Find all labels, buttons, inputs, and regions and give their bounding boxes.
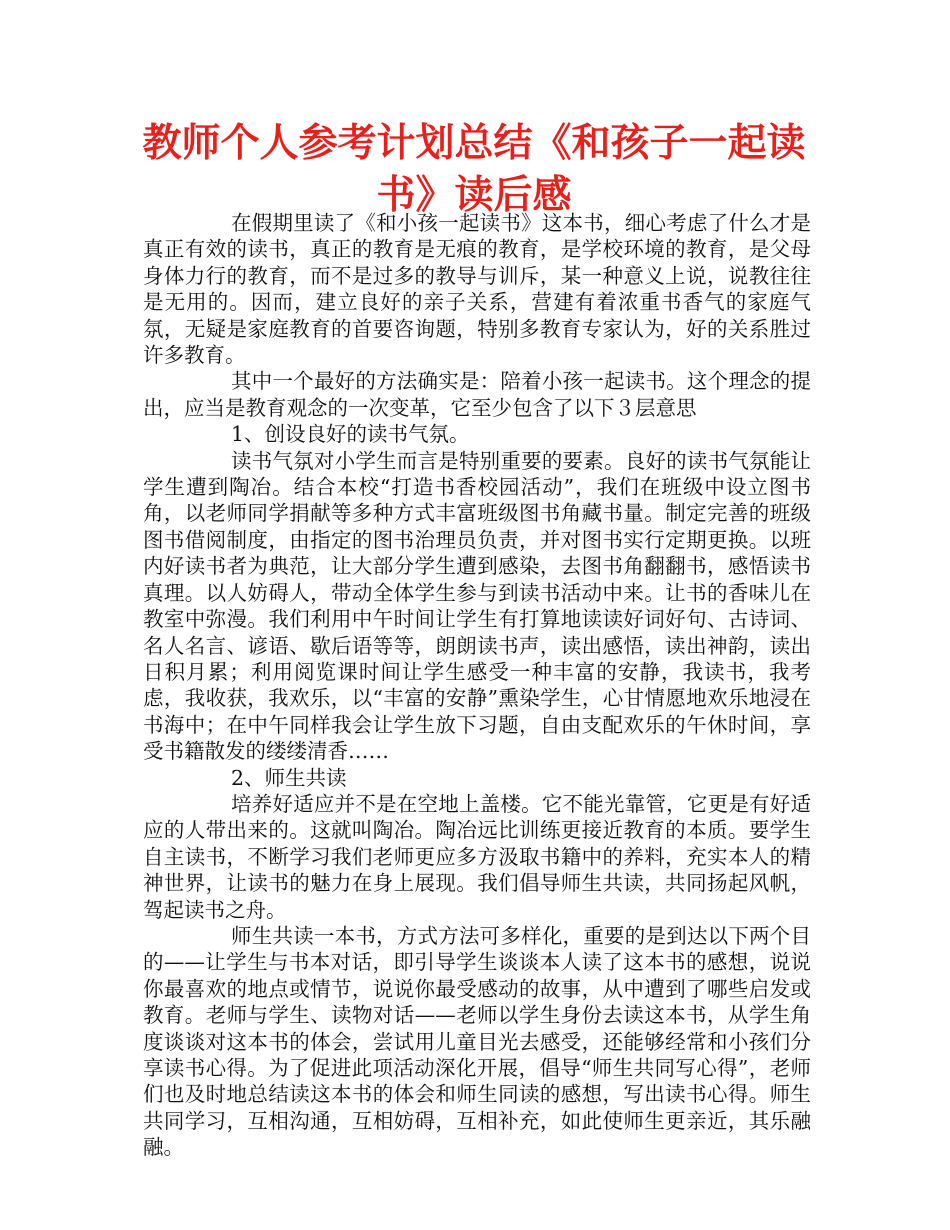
paragraph: 读书气氛对小学生而言是特别重要的要素。良好的读书气氛能让学生遭到陶冶。结合本校“打造书香校园活动”，我们在班级中设立图书角，以老师同学捐献等多种方式丰富班级图书角藏书量。制定完善的班级图书借阅制度，由指定的图书治理员负责，并对图书实行定期更换。以班内好读书者为典范，让大部分学生遭到感染，去图书角翻翻书，感悟读书真理。以人妨碍人，带动全体学生参与到读书活动中来。让书的香味儿在教室中弥漫。我们利用中午时间让学生有打算地读读好词好句、古诗词、名人名言、谚语、歇后语等等，朗朗读书声，读出感悟，读出神韵，读出日积月累；利用阅览课时间让学生感受一种丰富的安静，我读书，我考虑，我收获，我欢乐，以“丰富的安静”熏染学生，心甘情愿地欢乐地浸在书海中；在中午同样我会让学生放下习题，自由支配欢乐的午休时间，享受书籍散发的缕缕清香…… <box>143 448 811 764</box>
paragraph: 在假期里读了《和小孩一起读书》这本书，细心考虑了什么才是真正有效的读书，真正的教育是无痕的教育，是学校环境的教育，是父母身体力行的教育，而不是过多的教导与训斥，某一种意义上说，说教往往是无用的。因而，建立良好的亲子关系，营建有着浓重书香气的家庭气氛，无疑是家庭教育的首要咨询题，特别多教育专家认为，好的关系胜过许多教育。 <box>143 211 811 368</box>
document-body <box>143 210 811 1161</box>
section-heading: 1、创设良好的读书气氛。 <box>231 422 470 447</box>
document-title: 教师个人参考计划总结《和孩子一起读书》读后感 <box>142 121 806 218</box>
paragraph: 培养好适应并不是在空地上盖楼。它不能光靠管，它更是有好适应的人带出来的。这就叫陶冶。陶冶远比训练更接近教育的本质。要学生自主读书，不断学习我们老师更应多方汲取书籍中的养料，充实本人的精神世界，让读书的魅力在身上展现。我们倡导师生共读，共同扬起风帆，驾起读书之舟。 <box>143 791 811 922</box>
paragraph: 师生共读一本书，方式方法可多样化，重要的是到达以下两个目的——让学生与书本对话，即引导学生谈谈本人读了这本书的感想，说说你最喜欢的地点或情节，说说你最受感动的故事，从中遭到了哪些启发或教育。老师与学生、读物对话——老师以学生身份去读这本书，从学生角度谈谈对这本书的体会，尝试用儿童目光去感受，还能够经常和小孩们分享读书心得。为了促进此项活动深化开展，倡导“师生共同写心得”，老师们也及时地总结读这本书的体会和师生同读的感想，写出读书心得。师生共同学习，互相沟通，互相妨碍，互相补充，如此使师生更亲近，其乐融融。 <box>143 923 811 1160</box>
paragraph: 其中一个最好的方法确实是：陪着小孩一起读书。这个理念的提出，应当是教育观念的一次变革，它至少包含了以下３层意思 <box>143 369 811 420</box>
section-heading: 2、师生共读 <box>231 765 347 790</box>
